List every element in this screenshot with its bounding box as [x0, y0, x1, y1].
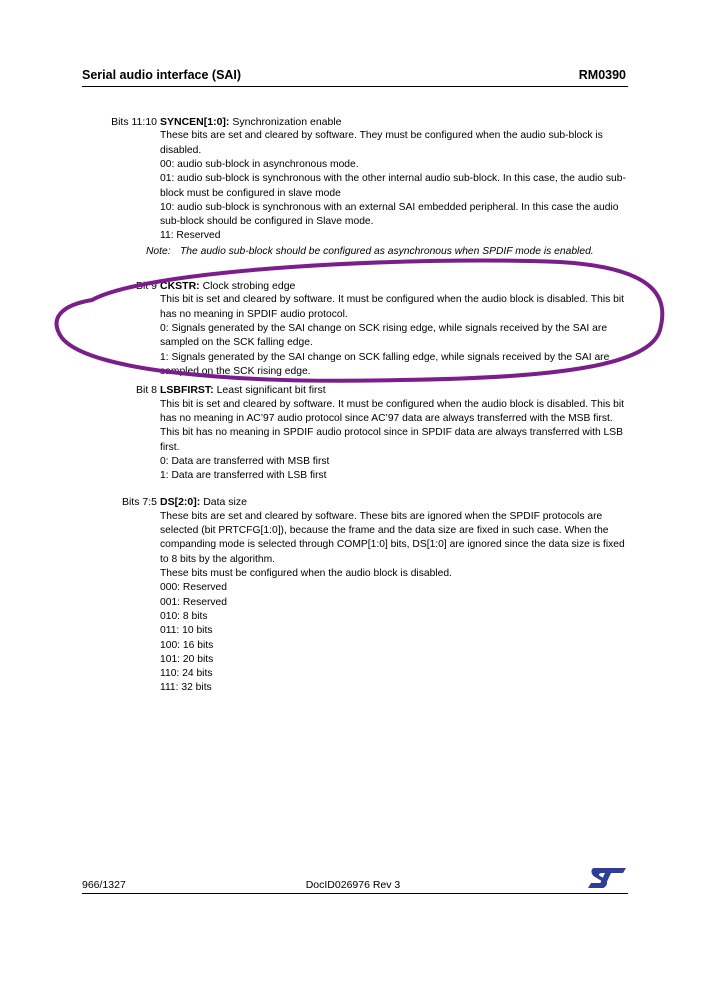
field-line: 00: audio sub-block in asynchronous mode.	[160, 159, 359, 170]
field-description: Least significant bit first	[216, 384, 326, 397]
field-line: 100: 16 bits	[160, 639, 214, 651]
footer-divider	[82, 893, 628, 894]
field-line: 111: 32 bits	[160, 682, 212, 694]
field-name: LSBFIRST:	[160, 384, 214, 397]
field-line: 1: Data are transferred with LSB first	[160, 470, 327, 482]
field-line: 001: Reserved	[160, 596, 227, 608]
field-name: DS[2:0]:	[160, 496, 201, 509]
bit-position: Bits 11:10	[111, 116, 157, 128]
field-line: 01: audio sub-block is synchronous with the other internal audio sub-block. In this case, the audio sub-block must be configured in slave mode	[160, 173, 626, 199]
document-reference: RM0390	[578, 68, 626, 82]
field-line: 000: Reserved	[160, 582, 227, 594]
bit-position: Bit 8	[135, 384, 157, 397]
page-header-title: Serial audio interface (SAI)	[82, 68, 242, 82]
logo-shape	[588, 868, 626, 888]
header-divider	[82, 86, 628, 87]
field-line: 010: 8 bits	[160, 610, 208, 622]
field-line: 110: 24 bits	[160, 668, 213, 680]
field-name: CKSTR:	[160, 280, 200, 293]
register-field-list	[82, 115, 628, 706]
field-body	[160, 398, 628, 484]
field-line: This bit is set and cleared by software. It must be configured when the audio block is disabled. This bit has no meaning in AC’97 audio protocol since AC’97 data are always transferred with the MSB first. This bit has no meaning in SPDIF audio protocol since in SPDIF data are always transferred with LSB first.	[160, 398, 624, 453]
field-note	[146, 245, 628, 259]
note-text: The audio sub-block should be configured as asynchronous when SPDIF mode is enabled.	[180, 245, 594, 257]
bit-position: Bit 9	[135, 280, 157, 293]
note-label: Note:	[146, 245, 171, 257]
field-line: 0: Data are transferred with MSB first	[160, 455, 330, 467]
field-description: Data size	[203, 496, 247, 509]
field-heading	[160, 279, 628, 293]
field-syncen	[82, 115, 628, 259]
field-body	[160, 129, 628, 243]
field-line: 11: Reserved	[160, 230, 221, 242]
st-logo-icon	[586, 866, 628, 890]
field-heading	[160, 383, 628, 397]
field-description: Synchronization enable	[232, 116, 342, 128]
field-line: 10: audio sub-block is synchronous with an external SAI embedded peripheral. In this case the audio sub-block should be configured in Slave mode.	[160, 201, 619, 228]
field-line: These bits must be configured when the audio block is disabled.	[160, 568, 452, 580]
field-line: 1: Signals generated by the SAI change on SCK falling edge, while signals received by the SAI are sampled on the SCK rising edge.	[160, 351, 610, 377]
field-line: 0: Signals generated by the SAI change on SCK rising edge, while signals received by the SAI are sampled on the SCK falling edge.	[160, 323, 608, 349]
document-id: DocID026976 Rev 3	[305, 879, 401, 891]
field-lsbfirst	[82, 383, 628, 483]
field-line: 101: 20 bits	[160, 653, 214, 665]
bit-position: Bits 7:5	[121, 496, 157, 509]
field-ckstr	[82, 279, 628, 379]
page-number: 966/1327	[82, 879, 126, 891]
field-heading	[160, 495, 628, 509]
field-ds	[82, 495, 628, 695]
field-name: SYNCEN[1:0]:	[160, 116, 230, 128]
field-line: These bits are set and cleared by software. They must be configured when the audio sub-block is disabled.	[160, 130, 603, 156]
field-line: These bits are set and cleared by software. These bits are ignored when the SPDIF protocols are selected (bit PRTCFG[1:0]), because the frame and the data size are fixed in such case. When the companding mode is selected through COMP[1:0] bits, DS[1:0] are ignored since the data size is fixed to 8 bits by the algorithm.	[160, 510, 625, 565]
field-line: This bit is set and cleared by software. It must be configured when the audio block is disabled. This bit has no meaning in SPDIF audio protocol.	[160, 294, 624, 320]
field-description: Clock strobing edge	[202, 280, 296, 293]
field-heading	[160, 115, 628, 129]
field-line: 011: 10 bits	[160, 625, 213, 637]
field-body	[160, 510, 628, 696]
field-body	[160, 293, 628, 379]
